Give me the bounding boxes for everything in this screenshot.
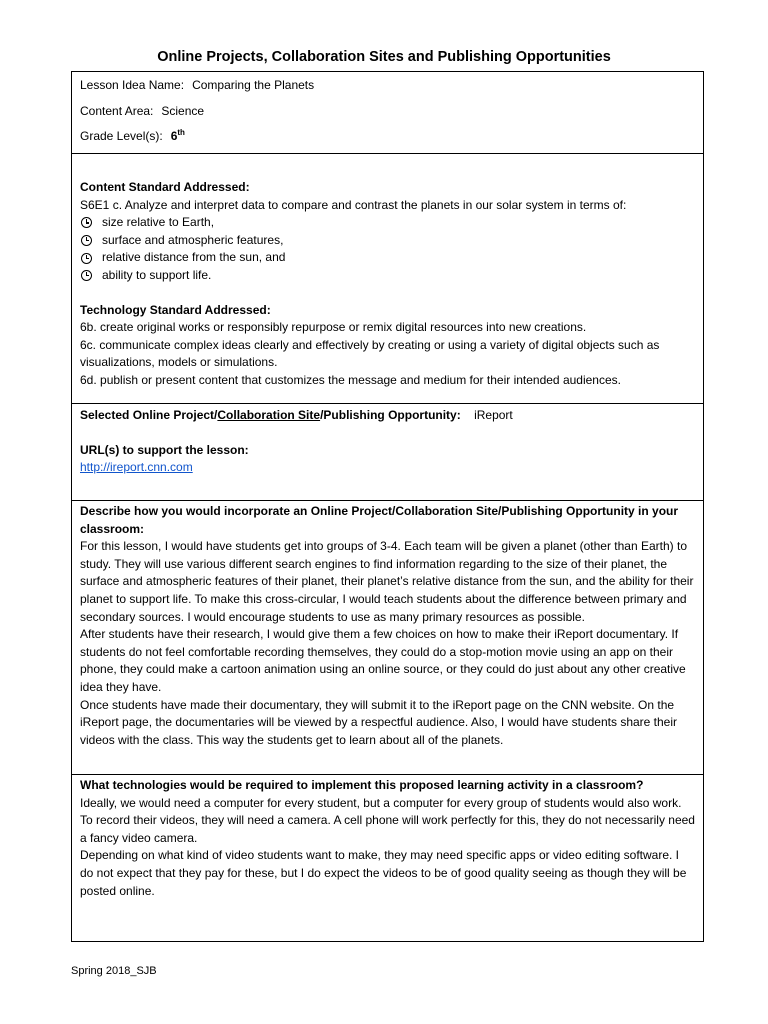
content-area-value: Science xyxy=(161,103,205,118)
clock-bullet-icon xyxy=(81,253,92,264)
footer-text: Spring 2018_SJB xyxy=(71,965,157,977)
selected-project-label-1: Selected Online Project/ xyxy=(80,408,218,422)
content-standard-text: S6E1 c. Analyze and interpret data to compare and contrast the planets in our solar system in terms of: xyxy=(80,197,627,212)
content-area-label: Content Area: xyxy=(80,103,154,118)
lesson-info-cell xyxy=(72,72,703,154)
describe-paragraph: Once students have made their documentary, they will submit it to the iReport page on the CNN website. On the iReport page, the documentaries will be viewed by a respectful audience. Also, I would have students share their videos with the class. This way the students get to learn about all of the planets. xyxy=(80,697,678,747)
list-item: ability to support life. xyxy=(80,267,695,285)
url-label: URL(s) to support the lesson: xyxy=(80,442,249,457)
grade-level-row xyxy=(80,128,695,146)
lesson-table xyxy=(71,71,704,942)
technologies-cell xyxy=(72,775,703,941)
selected-project-label-3: /Publishing Opportunity: xyxy=(320,408,461,422)
selected-project-label-2: Collaboration Site xyxy=(217,408,321,422)
list-item: surface and atmospheric features, xyxy=(80,232,695,250)
describe-paragraph: After students have their research, I would give them a few choices on how to make their iReport documentary. If students do not feel comfortable recording themselves, they could do a stop-motion movie using an app on their phone, they could make a cartoon animation using an online source, or they could do just about any other creative idea they have. xyxy=(80,627,686,694)
page-title: Online Projects, Collaboration Sites and Publishing Opportunities xyxy=(157,49,611,65)
grade-level-suffix: th xyxy=(177,128,185,138)
list-item: size relative to Earth, xyxy=(80,214,695,232)
selected-project-cell xyxy=(72,404,703,501)
clock-bullet-icon xyxy=(81,217,92,228)
describe-heading: Describe how you would incorporate an Online Project/Collaboration Site/Publishing Opportunity in your classroom: xyxy=(80,504,679,536)
clock-bullet-icon xyxy=(81,270,92,281)
lesson-name-value: Comparing the Planets xyxy=(192,78,315,92)
list-item: relative distance from the sun, and xyxy=(80,249,695,267)
selected-project-value: iReport xyxy=(474,408,513,422)
lesson-name-row xyxy=(80,77,695,95)
technology-standard-heading: Technology Standard Addressed: xyxy=(80,302,271,317)
technologies-heading: What technologies would be required to implement this proposed learning activity in a classroom? xyxy=(80,778,644,792)
technologies-paragraph: Ideally, we would need a computer for every student, but a computer for every group of students would also work. xyxy=(80,795,682,810)
selected-project-row xyxy=(80,407,695,425)
content-area-row xyxy=(80,103,695,121)
lesson-name-label: Lesson Idea Name: xyxy=(80,78,185,92)
technology-standard-line: 6c. communicate complex ideas clearly and effectively by creating or using a variety of digital objects such as visualizations, models or simulations. xyxy=(80,337,660,370)
standards-cell xyxy=(72,154,703,404)
ireport-url-link[interactable]: http://ireport.cnn.com xyxy=(80,460,193,475)
technology-standard-line: 6b. create original works or responsibly repurpose or remix digital resources into new creations. xyxy=(80,320,587,335)
grade-level-value: 6 xyxy=(170,129,178,144)
describe-paragraph: For this lesson, I would have students get into groups of 3-4. Each team will be given a planet (other than Earth) to study. They will use various different search engines to find information regarding to the size of their planet, the surface and atmospheric features of their planet, their planet’s relative distance from the sun, and the ability for their planet to support life. To make this cross-circular, I would teach students about the difference between primary and secondary sources. I would encourage students to use as many primary resources as possible. xyxy=(80,539,694,624)
clock-bullet-icon xyxy=(81,235,92,246)
content-standard-heading: Content Standard Addressed: xyxy=(80,180,250,194)
describe-cell xyxy=(72,501,703,775)
technologies-paragraph: Depending on what kind of video students want to make, they may need specific apps or video editing software. I do not expect that they pay for these, but I do expect the videos to be of good quality seeing as though they will be posted online. xyxy=(80,848,687,898)
grade-level-label: Grade Level(s): xyxy=(80,129,163,144)
technology-standard-line: 6d. publish or present content that customizes the message and medium for their intended audiences. xyxy=(80,372,621,387)
technologies-paragraph: To record their videos, they will need a camera. A cell phone will work perfectly for this, they do not necessarily need a fancy video camera. xyxy=(80,813,695,845)
